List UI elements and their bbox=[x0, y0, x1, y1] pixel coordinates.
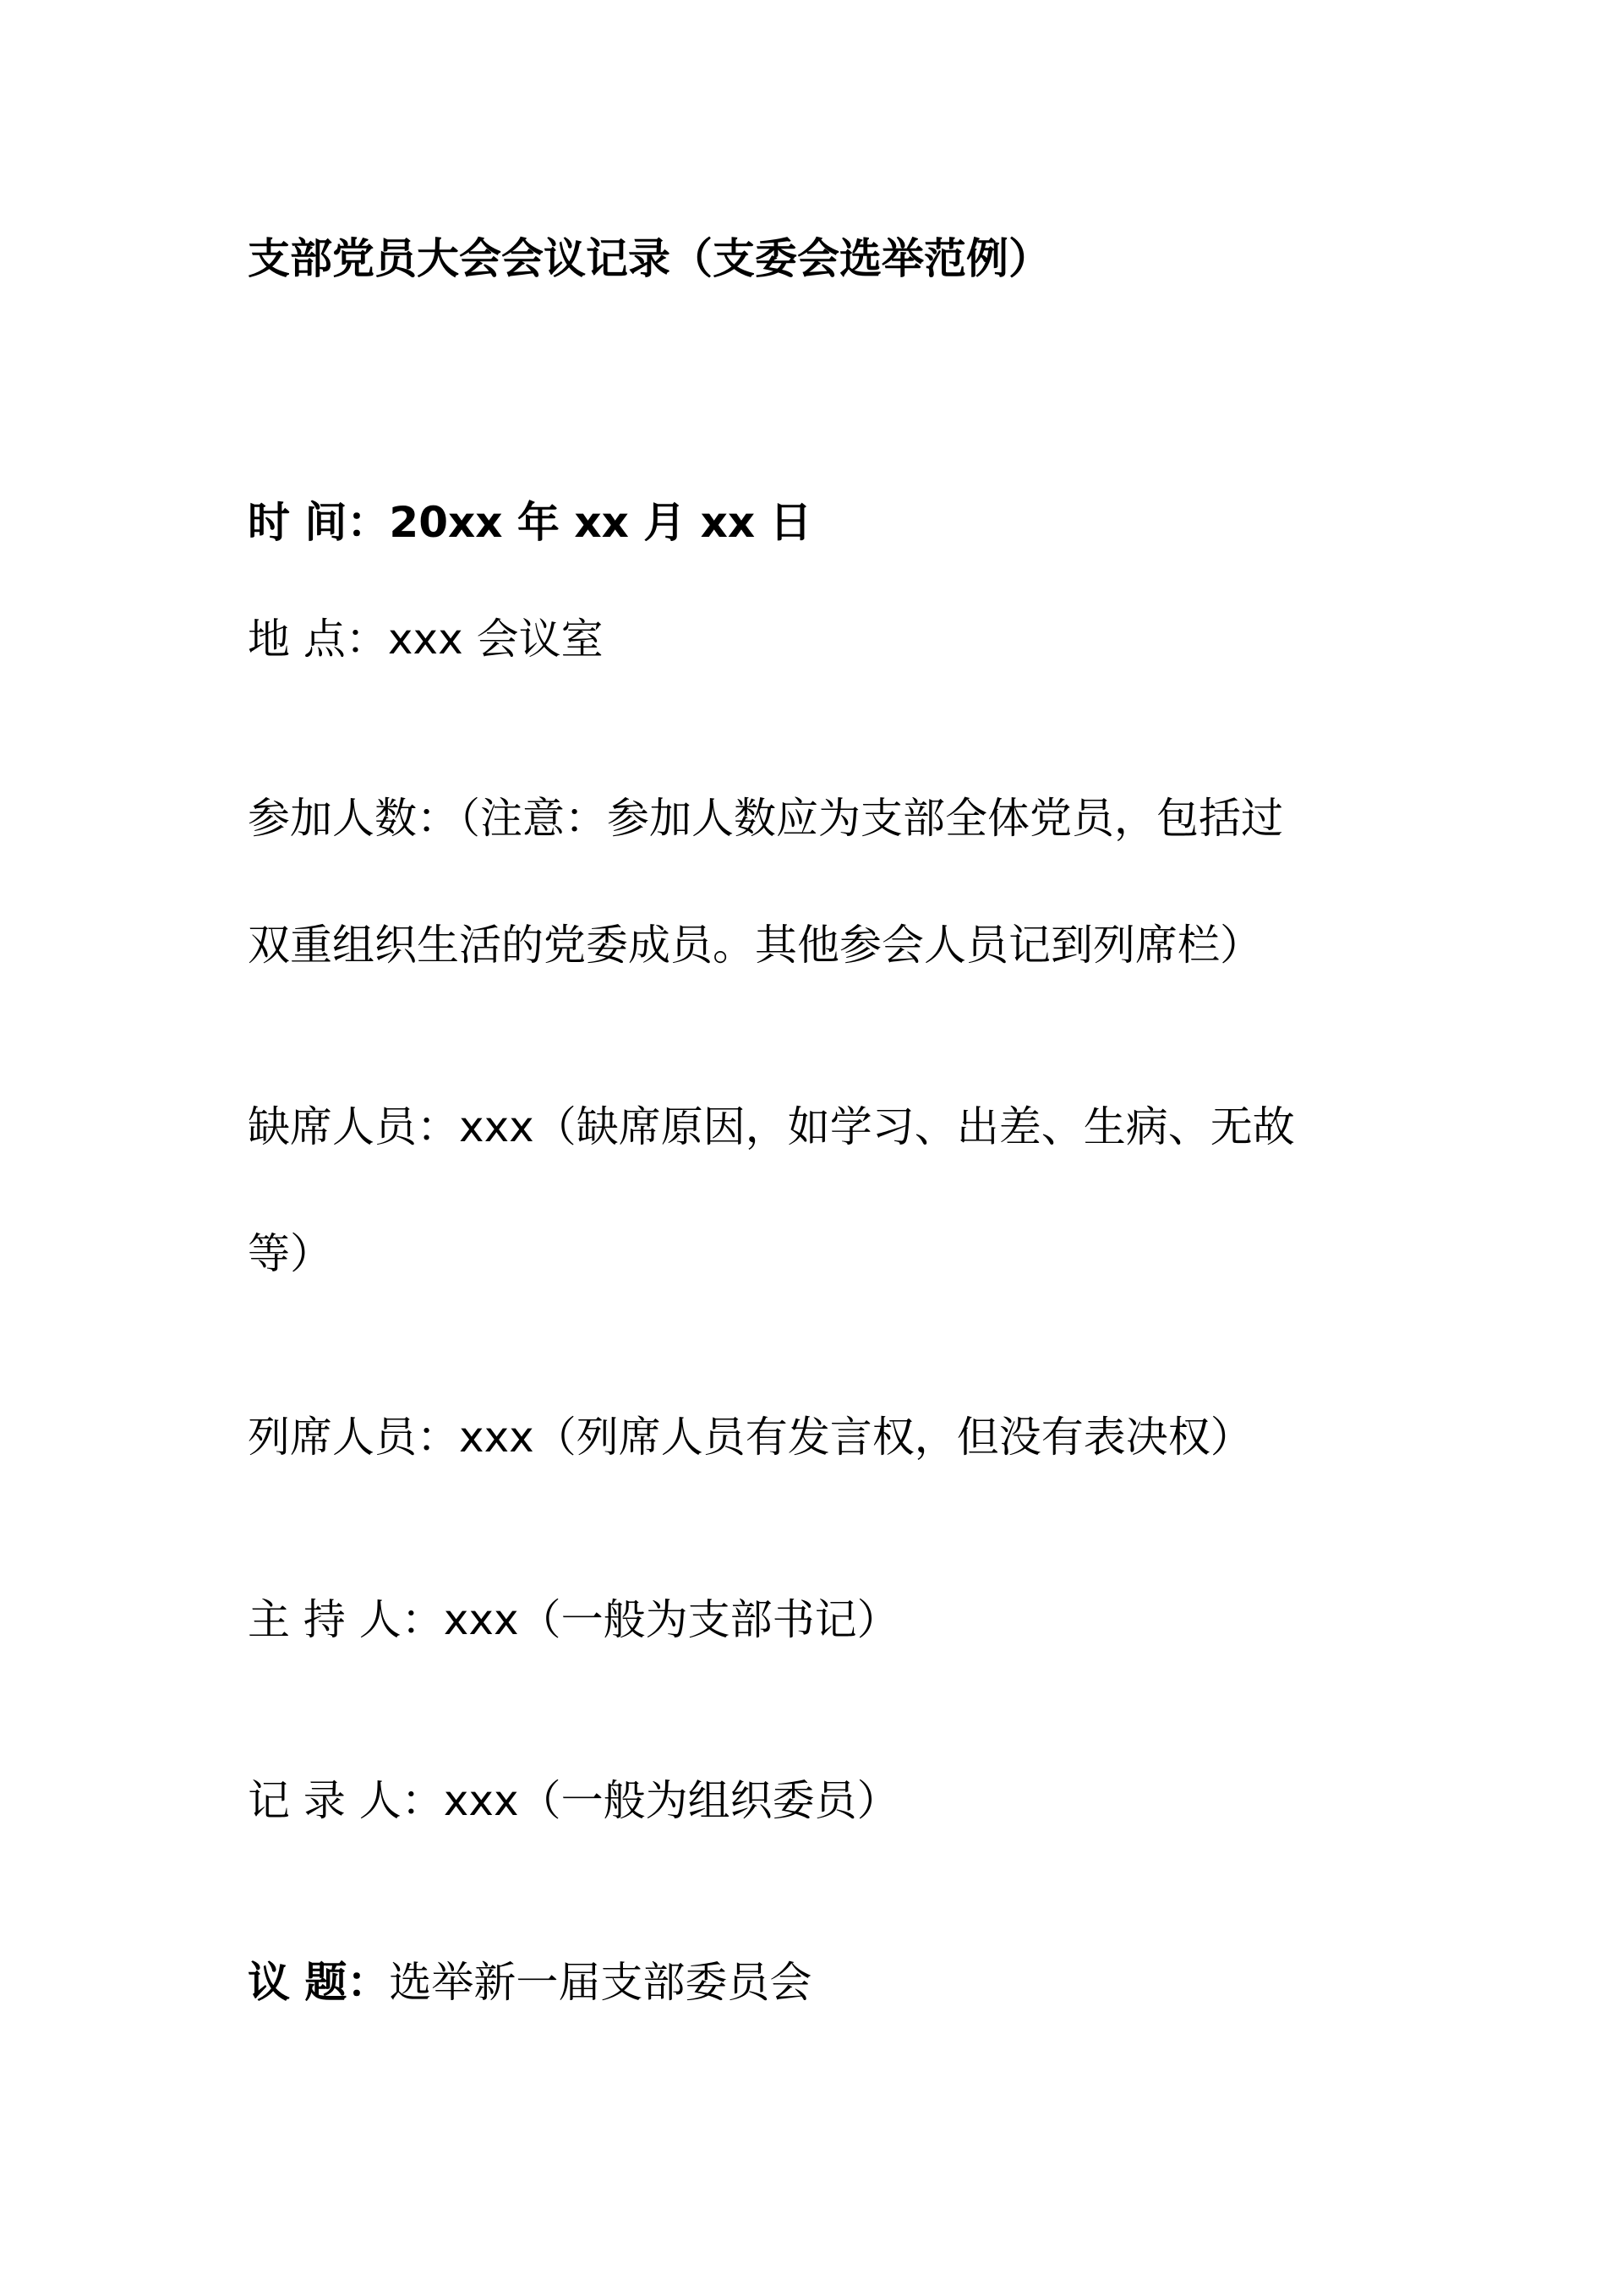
meeting-time-value: 20xx 年 xx 月 xx 日 bbox=[389, 498, 812, 547]
meeting-host bbox=[248, 1592, 1431, 1648]
meeting-host-value: xxx（一般为支部书记） bbox=[443, 1595, 899, 1644]
nonvoting-attendees-label: 列席人员： bbox=[248, 1413, 459, 1462]
meeting-agenda-label: 议 题： bbox=[248, 1958, 390, 2007]
absent-members-note-continued: 等） bbox=[248, 1229, 332, 1278]
absent-members-label: 缺席人员： bbox=[248, 1102, 459, 1151]
meeting-recorder bbox=[248, 1773, 1431, 1829]
attendee-count-note-continued: 双重组织生活的党委成员。其他参会人员记到列席栏） bbox=[248, 921, 1262, 970]
nonvoting-attendees bbox=[248, 1409, 1431, 1465]
meeting-place-label: 地 点： bbox=[248, 615, 388, 664]
attendee-count-label: 参加人数： bbox=[248, 794, 459, 843]
meeting-time bbox=[248, 495, 1431, 550]
meeting-agenda bbox=[248, 1954, 1431, 2010]
document-title: 支部党员大会会议记录（支委会选举范例） bbox=[248, 234, 1051, 283]
meeting-place-value: xxx 会议室 bbox=[387, 615, 604, 664]
nonvoting-attendees-value: xxx（列席人员有发言权，但没有表决权） bbox=[459, 1413, 1253, 1462]
meeting-recorder-value: xxx（一般为组织委员） bbox=[443, 1776, 899, 1825]
meeting-agenda-value: 选举新一届支部委员会 bbox=[389, 1958, 812, 2007]
meeting-recorder-label: 记 录 人： bbox=[248, 1776, 444, 1825]
meeting-place bbox=[248, 611, 1431, 667]
absent-members bbox=[248, 1099, 1431, 1155]
absent-members-note: xxx（缺席原因，如学习、出差、生病、无故 bbox=[459, 1102, 1295, 1151]
attendee-count bbox=[248, 790, 1431, 846]
meeting-host-label: 主 持 人： bbox=[248, 1595, 444, 1644]
attendee-count-note: （注意：参加人数应为支部全体党员，包括过 bbox=[459, 794, 1283, 843]
meeting-time-label: 时 间： bbox=[248, 498, 390, 547]
